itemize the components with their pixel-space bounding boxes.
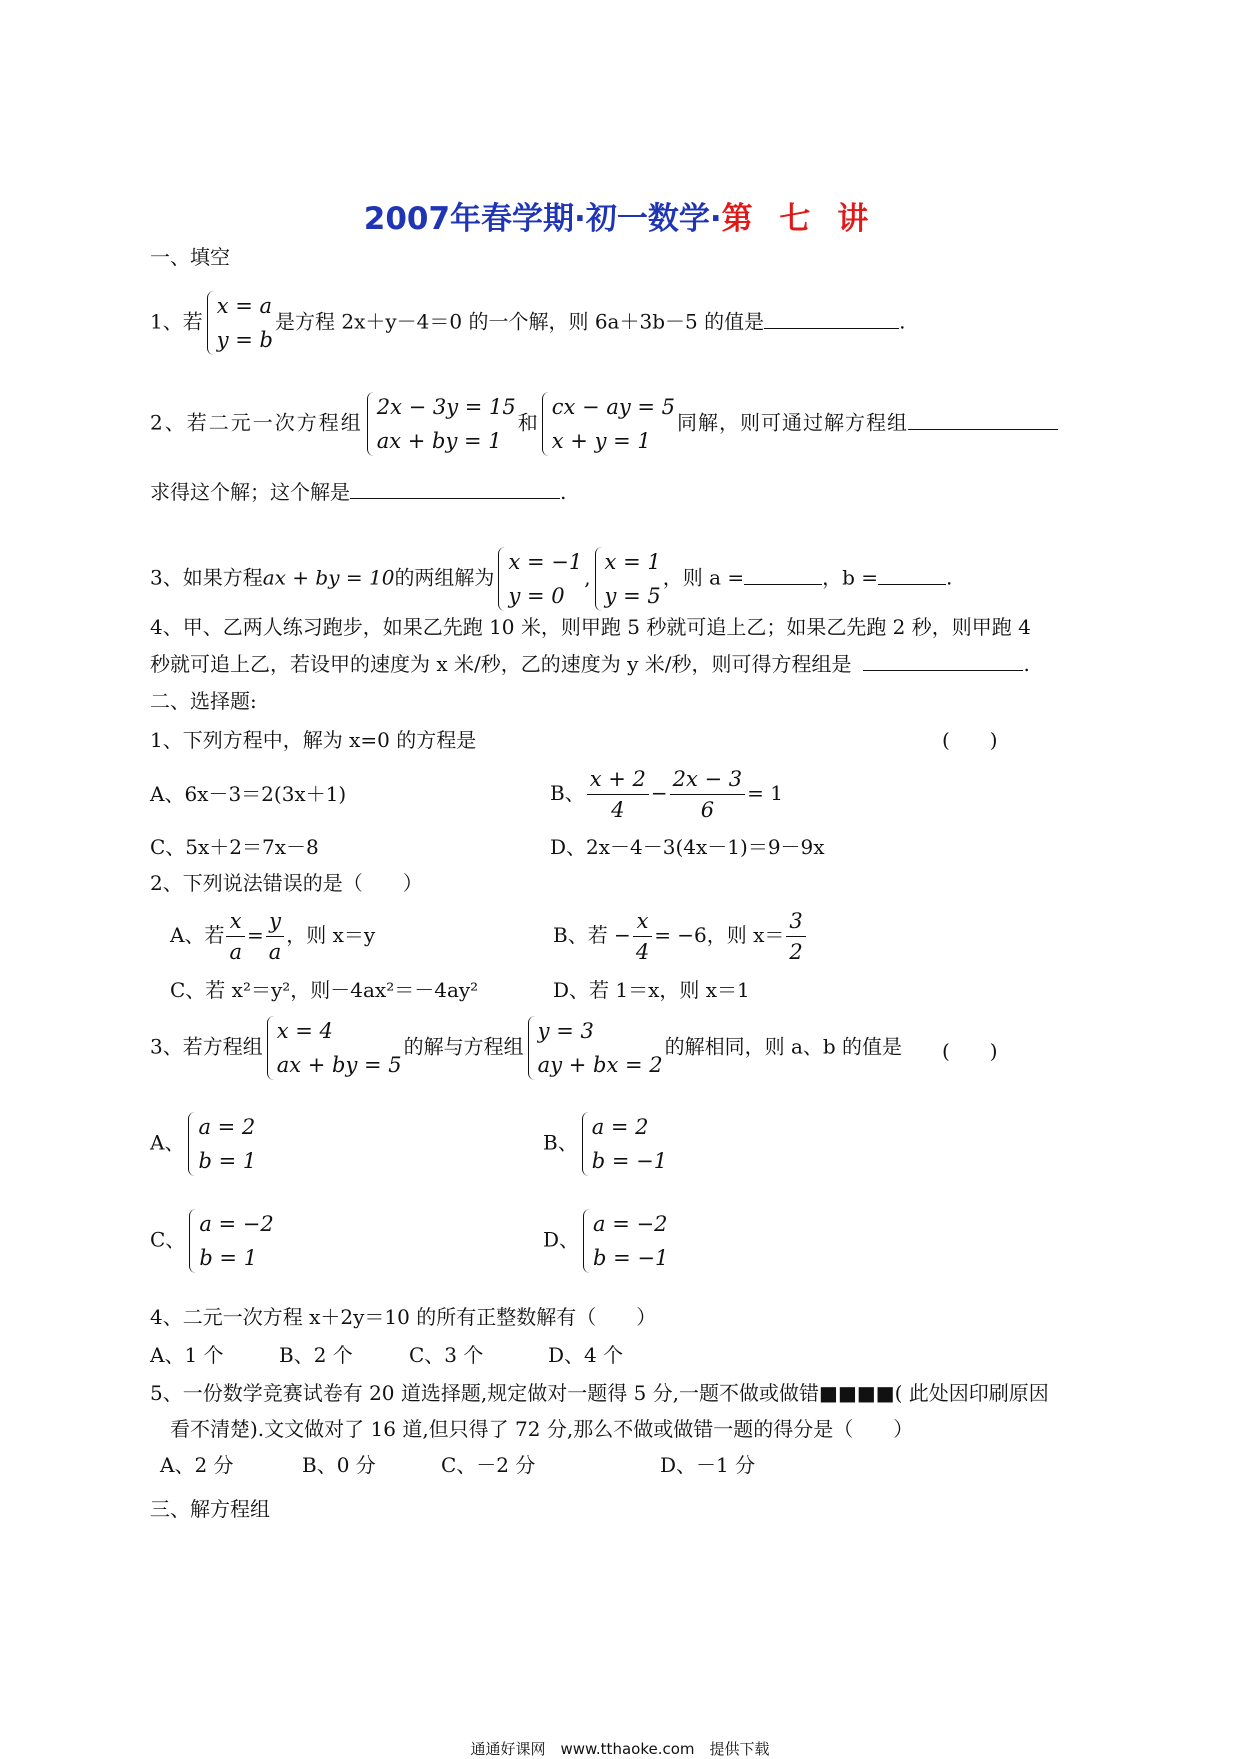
c2-a-eq: = bbox=[246, 923, 264, 947]
c3-b-system bbox=[580, 1110, 667, 1178]
choice-5-option-c[interactable]: C、－2 分 bbox=[441, 1453, 536, 1477]
c3-c-row-1: a = −2 bbox=[199, 1212, 274, 1236]
q2-system-2-row-1: cx − ay = 5 bbox=[551, 395, 676, 419]
q1-number: 1、若 bbox=[150, 309, 203, 334]
q3-system-1-row-1: x = −1 bbox=[508, 550, 583, 574]
choice-2-option-a[interactable] bbox=[170, 904, 375, 967]
q2-system-2-row-2: x + y = 1 bbox=[551, 429, 651, 453]
c2-b-result-fraction bbox=[786, 906, 805, 967]
q4-end: . bbox=[1023, 652, 1030, 676]
q3-b-label: ，b = bbox=[822, 565, 879, 590]
choice-3-option-d[interactable] bbox=[543, 1207, 670, 1275]
c2-b-r-num: 3 bbox=[786, 906, 805, 937]
c1-b-f2-num: 2x − 3 bbox=[670, 764, 746, 795]
c3-system-1-row-2: ax + by = 5 bbox=[276, 1053, 402, 1077]
c2-a-fraction-1 bbox=[226, 906, 245, 967]
q3-comma: , bbox=[584, 565, 591, 590]
c3-a-row-2: b = 1 bbox=[198, 1149, 257, 1173]
c2-b-f-den: 4 bbox=[635, 940, 650, 964]
choice-2-option-c[interactable]: C、若 x²＝y²，则－4ax²＝－4ay² bbox=[170, 978, 479, 1002]
choice-question-3-paren: ( ) bbox=[942, 1039, 998, 1063]
c1-b-f1-num: x + 2 bbox=[587, 764, 649, 795]
q3-system-2-row-1: x = 1 bbox=[604, 550, 661, 574]
c3-system-2 bbox=[526, 1014, 663, 1082]
page-footer: 通通好课网 www.tthaoke.com 提供下载 bbox=[470, 1740, 770, 1758]
choice-question-2: 2、下列说法错误的是（ ） bbox=[150, 871, 423, 895]
c3-system-1-row-1: x = 4 bbox=[276, 1019, 333, 1043]
c3-mid: 的解与方程组 bbox=[403, 1034, 524, 1059]
c3-d-row-1: a = −2 bbox=[593, 1212, 668, 1236]
q3-b-blank[interactable] bbox=[878, 564, 946, 585]
c3-b-row-2: b = −1 bbox=[591, 1149, 668, 1173]
q3-a-label: ，则 a = bbox=[662, 565, 745, 590]
q3-system-2-row-2: y = 5 bbox=[604, 584, 661, 608]
c2-a-fraction-2 bbox=[266, 906, 285, 967]
q3-system-1 bbox=[496, 545, 582, 613]
q2-solution-blank[interactable] bbox=[350, 478, 560, 499]
choice-2-option-d[interactable]: D、若 1＝x，则 x＝1 bbox=[553, 978, 750, 1002]
choice-5-option-a[interactable]: A、2 分 bbox=[160, 1453, 234, 1477]
c2-b-f-num: x bbox=[633, 906, 652, 937]
c2-b-fraction bbox=[633, 906, 652, 967]
q1-system-row-2: y = b bbox=[216, 328, 273, 352]
choice-4-option-c[interactable]: C、3 个 bbox=[409, 1343, 484, 1367]
choice-question-5-line-2: 看不清楚).文文做对了 16 道,但只得了 72 分,那么不做或做错一题的得分是（ ） bbox=[170, 1417, 914, 1441]
q2-end: . bbox=[560, 480, 567, 504]
q2-line-2-text: 求得这个解；这个解是 bbox=[150, 480, 350, 504]
q3-system-2 bbox=[593, 545, 661, 613]
fill-question-1 bbox=[150, 289, 905, 357]
c2-b-pre: B、若 − bbox=[553, 923, 631, 947]
choice-1-option-b[interactable] bbox=[550, 758, 783, 828]
c2-a-f1-den: a bbox=[229, 940, 242, 964]
choice-1-option-a[interactable]: A、6x－3＝2(3x＋1) bbox=[150, 782, 347, 806]
q4-answer-blank[interactable] bbox=[863, 650, 1023, 671]
section-choice-heading: 二、选择题: bbox=[150, 689, 257, 713]
q1-end: . bbox=[899, 309, 906, 334]
c1-b-f1-den: 4 bbox=[611, 798, 625, 822]
choice-question-3 bbox=[150, 1014, 902, 1082]
c3-c-label: C、 bbox=[150, 1227, 186, 1252]
c3-system-2-row-1: y = 3 bbox=[537, 1019, 594, 1043]
q2-and: 和 bbox=[517, 410, 538, 435]
q2-number: 2、若二元一次方程组 bbox=[150, 410, 363, 435]
c3-c-system bbox=[187, 1207, 273, 1275]
choice-1-option-c[interactable]: C、5x＋2＝7x－8 bbox=[150, 835, 319, 859]
choice-4-option-a[interactable]: A、1 个 bbox=[150, 1343, 224, 1367]
c3-post: 的解相同，则 a、b 的值是 bbox=[664, 1034, 903, 1059]
c2-a-f2-den: a bbox=[268, 940, 282, 964]
c2-b-r-den: 2 bbox=[789, 940, 803, 964]
choice-question-1: 1、下列方程中，解为 x=0 的方程是 bbox=[150, 728, 477, 752]
c3-a-system bbox=[186, 1110, 256, 1178]
q2-system-1-row-2: ax + by = 1 bbox=[376, 429, 502, 453]
q3-system-1-row-2: y = 0 bbox=[508, 584, 565, 608]
choice-2-option-b[interactable] bbox=[553, 904, 808, 967]
q2-system-1-row-1: 2x − 3y = 15 bbox=[376, 395, 516, 419]
c3-a-row-1: a = 2 bbox=[198, 1115, 256, 1139]
c1-b-rhs: = 1 bbox=[747, 781, 783, 805]
q3-equation: ax + by = 10 bbox=[262, 565, 395, 590]
choice-question-5-line-1: 5、一份数学竞赛试卷有 20 道选择题,规定做对一题得 5 分,一题不做或做错■■■■( 此处因印刷原因 bbox=[150, 1381, 1049, 1405]
q1-text: 是方程 2x＋y－4＝0 的一个解，则 6a＋3b－5 的值是 bbox=[275, 309, 765, 334]
q3-a-blank[interactable] bbox=[744, 564, 822, 585]
choice-question-4: 4、二元一次方程 x＋2y＝10 的所有正整数解有（ ） bbox=[150, 1305, 657, 1329]
choice-question-1-paren: ( ) bbox=[942, 728, 998, 752]
section-fill-heading: 一、填空 bbox=[150, 245, 230, 269]
fill-question-4-line-1: 4、甲、乙两人练习跑步，如果乙先跑 10 米，则甲跑 5 秒就可追上乙；如果乙先跑 2 秒，则甲跑 4 bbox=[150, 615, 1031, 639]
c3-system-2-row-2: ay + bx = 2 bbox=[537, 1053, 663, 1077]
c1-b-label: B、 bbox=[550, 781, 585, 805]
c1-b-fraction-1 bbox=[587, 764, 649, 825]
fill-question-2-line-2 bbox=[150, 478, 566, 505]
c3-d-row-2: b = −1 bbox=[593, 1246, 669, 1270]
q2-system-2 bbox=[540, 390, 675, 458]
q1-system-row-1: x = a bbox=[216, 294, 273, 318]
c3-system-1 bbox=[265, 1014, 402, 1082]
q1-system bbox=[205, 289, 273, 357]
choice-1-option-d[interactable]: D、2x－4－3(4x－1)＝9－9x bbox=[550, 835, 825, 859]
c3-a-label: A、 bbox=[150, 1130, 185, 1155]
title-main: 2007年春学期·初一数学· bbox=[363, 201, 722, 237]
c3-c-row-2: b = 1 bbox=[199, 1246, 258, 1270]
q2-system-blank[interactable] bbox=[908, 409, 1058, 430]
choice-4-option-b[interactable]: B、2 个 bbox=[279, 1343, 353, 1367]
fill-question-2 bbox=[150, 390, 1058, 458]
choice-3-option-a[interactable] bbox=[150, 1110, 258, 1178]
q3-mid: 的两组解为 bbox=[394, 565, 495, 590]
fill-question-3 bbox=[150, 545, 952, 613]
c3-d-label: D、 bbox=[543, 1227, 580, 1252]
q1-answer-blank[interactable] bbox=[764, 308, 899, 329]
c1-b-fraction-2 bbox=[670, 764, 746, 825]
page-title bbox=[0, 193, 1240, 238]
c2-a-pre: A、若 bbox=[170, 923, 225, 947]
c2-b-mid: = −6，则 x＝ bbox=[654, 923, 785, 947]
section-solve-heading: 三、解方程组 bbox=[150, 1497, 270, 1521]
c1-b-f2-den: 6 bbox=[700, 798, 715, 822]
q4-line-2-text: 秒就可追上乙，若设甲的速度为 x 米/秒，乙的速度为 y 米/秒，则可得方程组是 bbox=[150, 652, 852, 676]
choice-5-option-d[interactable]: D、－1 分 bbox=[660, 1453, 756, 1477]
c2-a-f2-num: y bbox=[266, 906, 285, 937]
q3-pre: 3、如果方程 bbox=[150, 565, 263, 590]
q2-system-1 bbox=[365, 390, 516, 458]
c3-pre: 3、若方程组 bbox=[150, 1034, 263, 1059]
fill-question-4-line-2 bbox=[150, 650, 1030, 677]
choice-5-option-b[interactable]: B、0 分 bbox=[302, 1453, 376, 1477]
choice-3-option-b[interactable] bbox=[543, 1110, 669, 1178]
q2-text: 同解，则可通过解方程组 bbox=[677, 410, 909, 435]
c3-b-row-1: a = 2 bbox=[591, 1115, 649, 1139]
c2-a-post: ，则 x＝y bbox=[286, 923, 376, 947]
c1-b-op: − bbox=[650, 781, 668, 805]
title-lecture: 第 七 讲 bbox=[721, 201, 877, 237]
c3-b-label: B、 bbox=[543, 1130, 578, 1155]
choice-3-option-c[interactable] bbox=[150, 1207, 276, 1275]
choice-4-option-d[interactable]: D、4 个 bbox=[548, 1343, 624, 1367]
q3-end: . bbox=[946, 565, 953, 590]
c2-a-f1-num: x bbox=[226, 906, 245, 937]
c3-d-system bbox=[581, 1207, 668, 1275]
